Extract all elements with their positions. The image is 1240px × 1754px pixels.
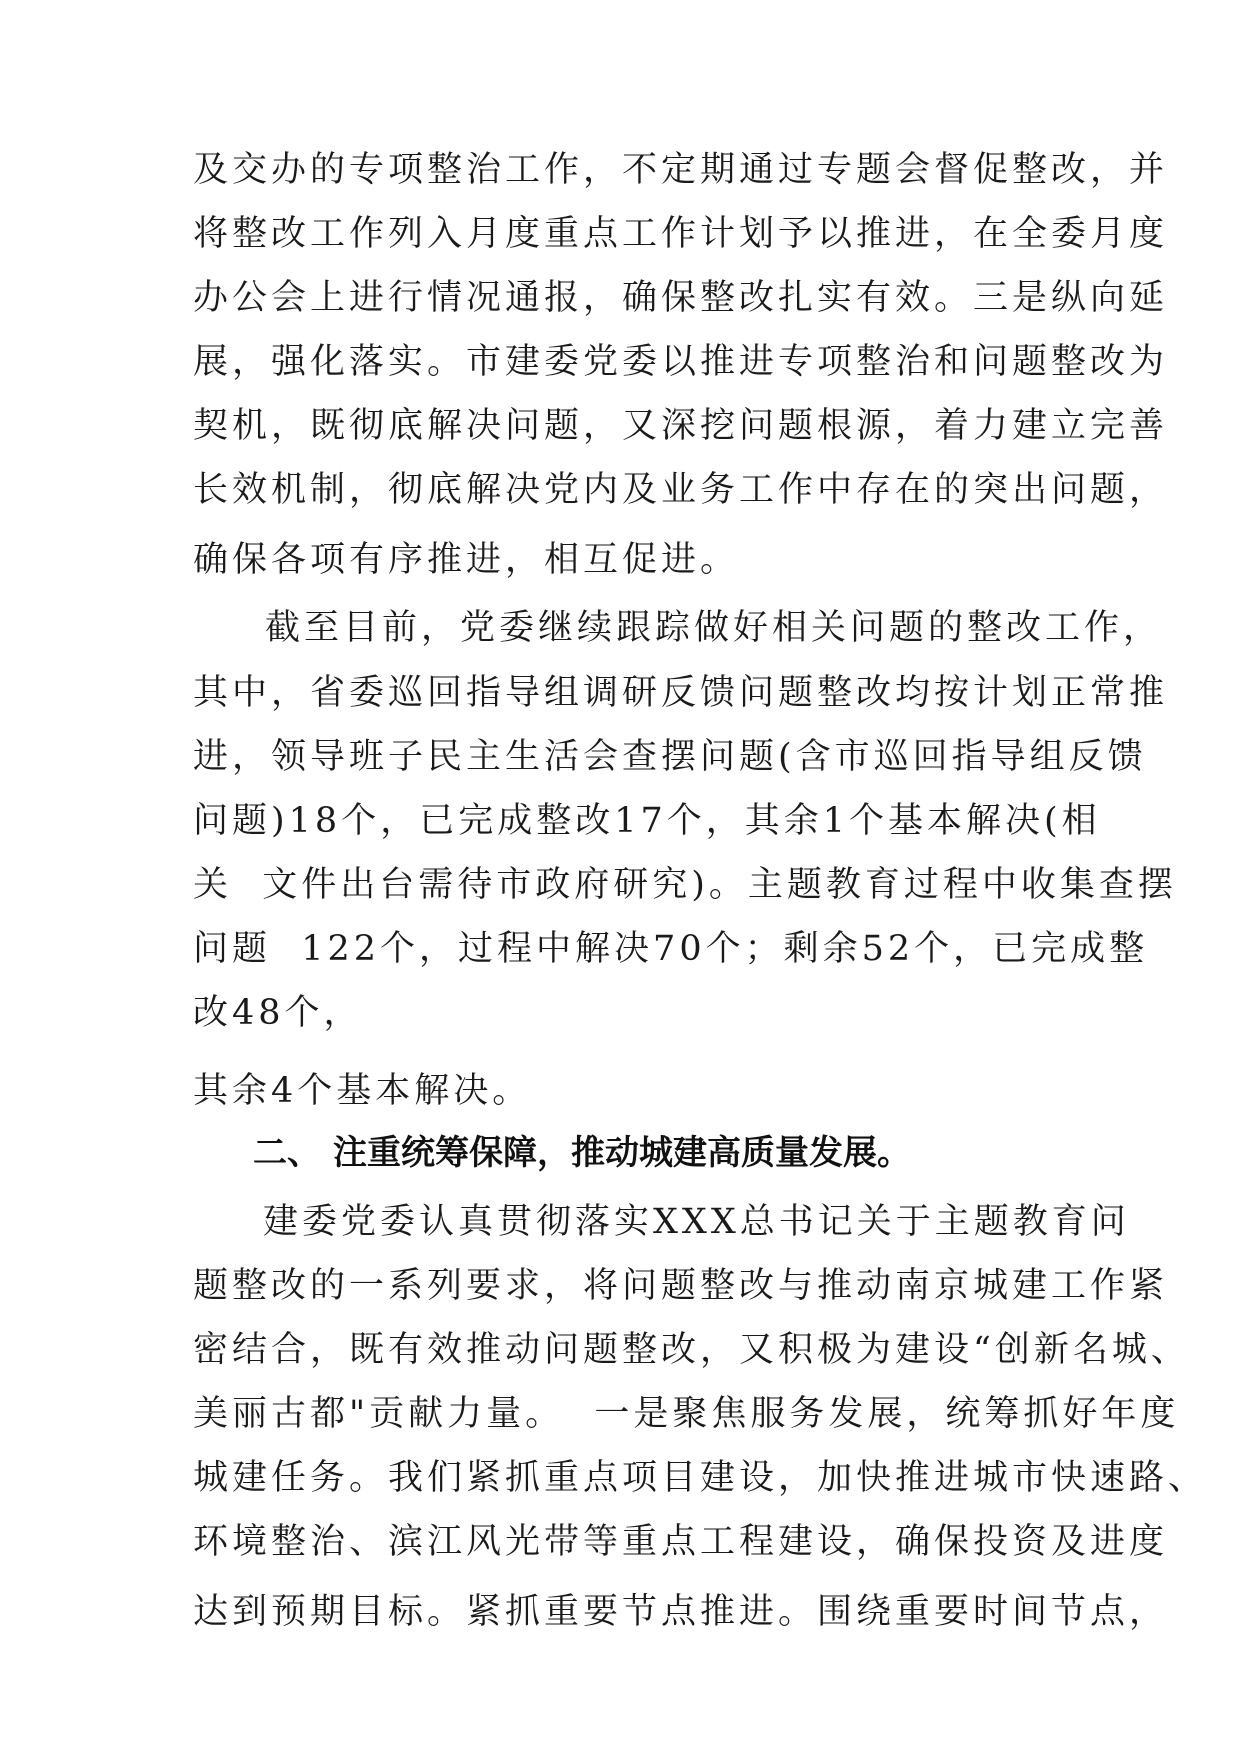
text-line: 其余4个基本解决。 <box>193 1071 532 1111</box>
section-number: 二、 <box>253 1133 321 1173</box>
text-line: 城建任务。我们紧抓重点项目建设，加快推进城市快速路、 <box>193 1458 1208 1498</box>
text-line: 密结合，既有效推动问题整改，又积极为建设“创新名城、 <box>193 1330 1190 1370</box>
text-line: 美丽古都"贡献力量。 一是聚焦服务发展，统筹抓好年度 <box>193 1394 1180 1434</box>
text-line: 关 文件出台需待市政府研究)。主题教育过程中收集查摆 <box>193 865 1177 905</box>
text-line: 达到预期目标。紧抓重要节点推进。围绕重要时间节点， <box>193 1592 1169 1632</box>
text-line: 契机，既彻底解决问题，又深挖问题根源，着力建立完善 <box>193 406 1169 446</box>
text-line: 改48个， <box>193 993 363 1033</box>
text-line: 题整改的一系列要求，将问题整改与推动南京城建工作紧 <box>193 1266 1169 1306</box>
text-line: 长效机制，彻底解决党内及业务工作中存在的突出问题， <box>193 470 1169 510</box>
section-heading: 注重统筹保障，推动城建高质量发展。 <box>333 1133 911 1173</box>
text-line: 其中，省委巡回指导组调研反馈问题整改均按计划正常推 <box>193 673 1169 713</box>
text-line: 进，领导班子民主生活会查摆问题(含市巡回指导组反馈 <box>193 737 1147 777</box>
text-line: 将整改工作列入月度重点工作计划予以推进，在全委月度 <box>193 214 1169 254</box>
text-line: 问题 122个，过程中解决70个；剩余52个，已完成整 <box>193 929 1149 969</box>
text-line: 环境整治、滨江风光带等重点工程建设，确保投资及进度 <box>193 1522 1169 1562</box>
text-line: 办公会上进行情况通报，确保整改扎实有效。三是纵向延 <box>193 278 1169 318</box>
text-line: 问题)18个，已完成整改17个，其余1个基本解决(相 <box>193 801 1101 841</box>
text-line: 及交办的专项整治工作，不定期通过专题会督促整改，并 <box>193 150 1169 190</box>
text-line: 截至目前，党委继续跟踪做好相关问题的整改工作， <box>265 608 1163 648</box>
text-line: 确保各项有序推进，相互促进。 <box>193 540 740 580</box>
text-line: 建委党委认真贯彻落实XXX总书记关于主题教育问 <box>263 1202 1130 1242</box>
text-line: 展，强化落实。市建委党委以推进专项整治和问题整改为 <box>193 342 1169 382</box>
